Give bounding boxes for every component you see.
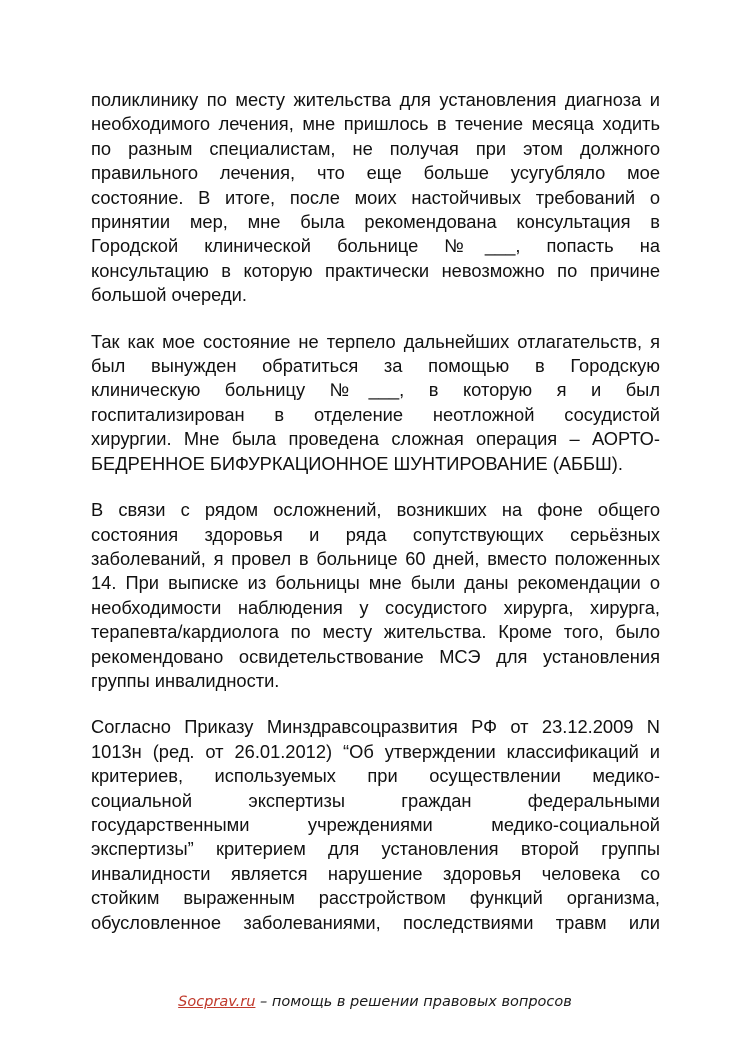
text-line: поликлинику по месту жительства для установления диагноза и [91, 89, 660, 110]
text-line: хирургии. Мне была проведена сложная операция – АОРТО- [91, 428, 660, 450]
text-line: Городской клинической больнице №___, попасть на [91, 235, 660, 257]
footer-brand-link[interactable]: Socprav.ru [178, 994, 256, 1010]
text-line: состояние. В итоге, после моих настойчивых требований о [91, 186, 660, 208]
text-line: Согласно Приказу Минздравсоцразвития РФ от 23.12.2009 N [91, 716, 660, 738]
text-line: государственными учреждениями медико-социальной [91, 813, 660, 835]
footer-tagline: – помощь в решении правовых вопросов [255, 994, 572, 1010]
text-line: В связи с рядом осложнений, возникших на фоне общего [91, 499, 660, 521]
text-line: рекомендовано освидетельствование МСЭ для установления [91, 645, 660, 667]
text-line: консультацию в которую практически невозможно по причине [91, 259, 660, 281]
paragraph-2 [91, 330, 660, 476]
text-line: Так как мое состояние не терпело дальнейших отлагательств, я [91, 330, 660, 352]
text-line: по разным специалистам, не получая при этом должного [91, 137, 660, 159]
text-line: группы инвалидности. [91, 669, 280, 691]
text-line: обусловленное заболеваниями, последствиями травм или [91, 911, 660, 933]
text-line: госпитализирован в отделение неотложной сосудистой [91, 403, 660, 425]
paragraph-1 [91, 88, 660, 308]
text-line: 1013н (ред. от 26.01.2012) “Об утверждении классификаций и [91, 740, 660, 762]
document-body [91, 88, 660, 935]
text-line: заболеваний, я провел в больнице 60 дней, вместо положенных [91, 547, 660, 569]
page-footer [0, 994, 750, 1010]
text-line: большой очереди. [91, 284, 247, 306]
text-line: 14. При выписке из больницы мне были даны рекомендации о [91, 572, 660, 594]
text-line: был вынужден обратиться за помощью в Городскую [91, 355, 660, 377]
text-line: терапевта/кардиолога по месту жительства. Кроме того, было [91, 621, 660, 643]
text-line: состояния здоровья и ряда сопутствующих серьёзных [91, 523, 660, 545]
text-line: стойким выраженным расстройством функций организма, [91, 887, 660, 909]
text-line: социальной экспертизы граждан федеральными [91, 789, 660, 811]
text-line: БЕДРЕННОЕ БИФУРКАЦИОННОЕ ШУНТИРОВАНИЕ (АББШ). [91, 452, 623, 474]
text-line: клиническую больницу №___, в которую я и был [91, 379, 660, 401]
text-line: правильного лечения, что еще больше усугубляло мое [91, 162, 660, 184]
text-line: принятии мер, мне была рекомендована консультация в [91, 211, 660, 233]
text-line: экспертизы” критерием для установления второй группы [91, 838, 660, 860]
text-line: инвалидности является нарушение здоровья человека со [91, 862, 660, 884]
paragraph-4 [91, 715, 660, 935]
text-line: необходимого лечения, мне пришлось в течение месяца ходить [91, 113, 660, 135]
text-line: необходимости наблюдения у сосудистого хирурга, хирурга, [91, 596, 660, 618]
text-line: критериев, используемых при осуществлении медико- [91, 765, 660, 787]
paragraph-3 [91, 498, 660, 693]
